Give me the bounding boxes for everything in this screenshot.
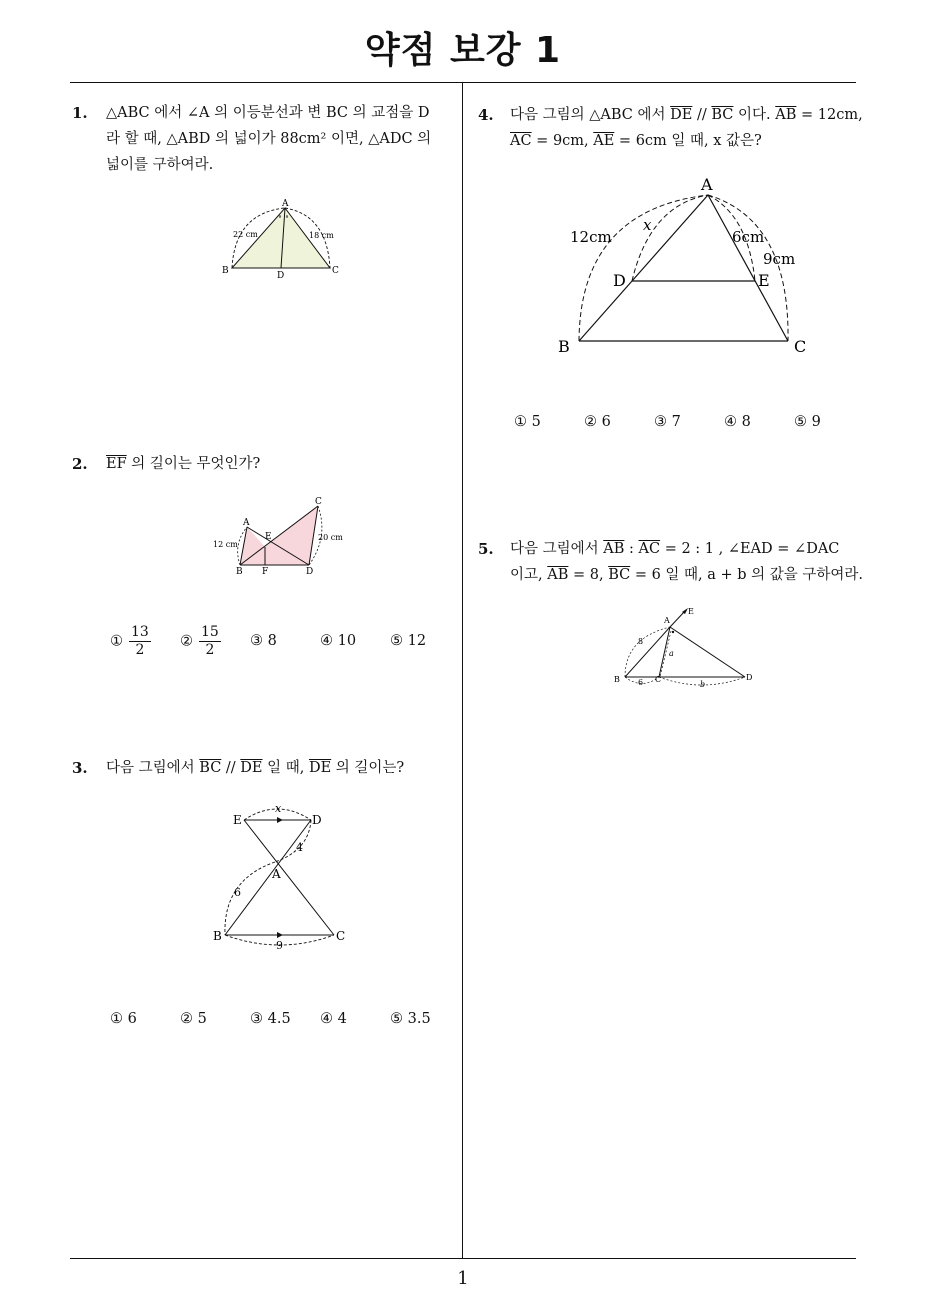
choice-4[interactable]: ④ 4	[320, 1011, 347, 1027]
choice-4[interactable]: ④ 10	[320, 633, 357, 649]
label-ab-length: 12 cm	[213, 540, 238, 549]
choice-1[interactable]: ① $\frac{13}{2}$	[110, 624, 149, 658]
question-number: 4.	[478, 106, 494, 124]
label-e: E	[265, 532, 272, 542]
label-e: E	[758, 271, 770, 290]
label-a: A	[664, 616, 670, 625]
choice-2[interactable]: ② 6	[584, 414, 611, 430]
figure-q1-triangle	[215, 195, 350, 285]
label-c: C	[794, 337, 807, 356]
label-b: B	[558, 337, 570, 356]
label-d: D	[306, 567, 314, 577]
question-line: 다음 그림에서 $\overline{AB}$ : $\overline{AC} = 2$ : 1 , ∠EAD = ∠DAC	[510, 541, 840, 557]
label-x: x	[275, 802, 282, 815]
question-number: 2.	[72, 455, 88, 473]
label-ac-length: 9cm	[763, 250, 796, 268]
label-c: C	[332, 266, 339, 276]
label-b-unknown: b	[700, 680, 706, 689]
angle-mark: ∘	[285, 212, 289, 221]
label-d: D	[277, 271, 285, 281]
question-text	[510, 102, 863, 154]
label-b: B	[213, 929, 222, 943]
choice-3[interactable]: ③ 8	[250, 633, 277, 649]
question-line: 다음 그림의 △ABC 에서 $\overline{DE} // \overline{BC}$ 이다. $\overline{AB} = 12cm$,	[510, 107, 863, 123]
question-line: 넓이를 구하여라.	[106, 157, 214, 173]
label-ab-length: 8	[638, 637, 644, 646]
choice-3[interactable]: ③ 7	[654, 414, 681, 430]
choice-4[interactable]: ④ 8	[724, 414, 751, 430]
label-a: A	[282, 199, 289, 209]
label-d: D	[613, 271, 626, 290]
label-e: E	[688, 607, 694, 616]
label-bc-length: 6	[638, 678, 644, 687]
question-number: 1.	[72, 104, 88, 122]
label-b: B	[222, 266, 229, 276]
question-text: $\overline{EF}$ 의 길이는 무엇인가?	[106, 456, 261, 472]
label-ab-length: 6	[234, 886, 241, 899]
choice-2[interactable]: ② $\frac{15}{2}$	[180, 624, 219, 658]
page-number: 1	[457, 1268, 469, 1289]
choice-5[interactable]: ⑤ 3.5	[390, 1011, 431, 1027]
question-text: 다음 그림에서 $\overline{BC} // \overline{DE}$ 일 때, $\overline{DE}$ 의 길이는?	[106, 760, 405, 776]
question-number: 5.	[478, 540, 494, 558]
label-f: F	[262, 567, 269, 577]
segment-ef: $\overline{EF}$	[106, 456, 127, 472]
question-line: 이고, $\overline{AB} = 8$, $\overline{BC} = 6$ 일 때, a + b 의 값을 구하여라.	[510, 567, 864, 583]
label-c: C	[336, 929, 346, 943]
label-c: C	[655, 675, 662, 684]
choice-1[interactable]: ① 6	[110, 1011, 137, 1027]
page-title: 약점 보강 1	[364, 30, 562, 71]
label-d: D	[312, 813, 322, 827]
label-ac-length: 18 cm	[309, 231, 334, 240]
label-ab-length: 22 cm	[233, 230, 258, 239]
question-text	[510, 536, 863, 588]
label-a: A	[272, 867, 281, 881]
question-text	[106, 100, 456, 178]
label-x: x	[643, 216, 652, 234]
label-ab-length: 12cm	[570, 228, 612, 246]
question-number: 3.	[72, 759, 88, 777]
column-divider	[462, 82, 463, 1259]
label-ad-length: 4	[296, 841, 303, 854]
question-line: 라 할 때, △ABD 의 넓이가 88cm² 이면, △ADC 의	[106, 131, 432, 147]
footer-rule	[70, 1258, 856, 1259]
choice-1[interactable]: ① 5	[514, 414, 541, 430]
label-cd-length: 20 cm	[318, 533, 343, 542]
label-c: C	[315, 497, 322, 507]
figure-q2-triangles	[205, 492, 355, 577]
angle-mark: ∘	[278, 212, 282, 221]
choice-5[interactable]: ⑤ 12	[390, 633, 427, 649]
choice-3[interactable]: ③ 4.5	[250, 1011, 291, 1027]
label-a-unknown: a	[669, 649, 674, 658]
label-d: D	[746, 673, 753, 682]
label-bc-length: 9	[276, 939, 283, 952]
figure-q4-triangle	[550, 170, 820, 365]
label-e: E	[233, 813, 242, 827]
figure-q5-triangle	[605, 600, 765, 695]
label-ae-length: 6cm	[732, 228, 765, 246]
choice-5[interactable]: ⑤ 9	[794, 414, 821, 430]
label-b: B	[236, 567, 243, 577]
header-rule	[70, 82, 856, 83]
question-line: $\overline{AC} = 9cm$, $\overline{AE} = 6cm$ 일 때, x 값은?	[510, 133, 762, 149]
label-b: B	[614, 675, 620, 684]
label-a: A	[701, 175, 713, 194]
question-line: △ABC 에서 ∠A 의 이등분선과 변 BC 의 교점을 D	[106, 105, 430, 121]
figure-q3-hourglass	[205, 800, 360, 955]
choice-2[interactable]: ② 5	[180, 1011, 207, 1027]
label-a: A	[243, 518, 250, 528]
